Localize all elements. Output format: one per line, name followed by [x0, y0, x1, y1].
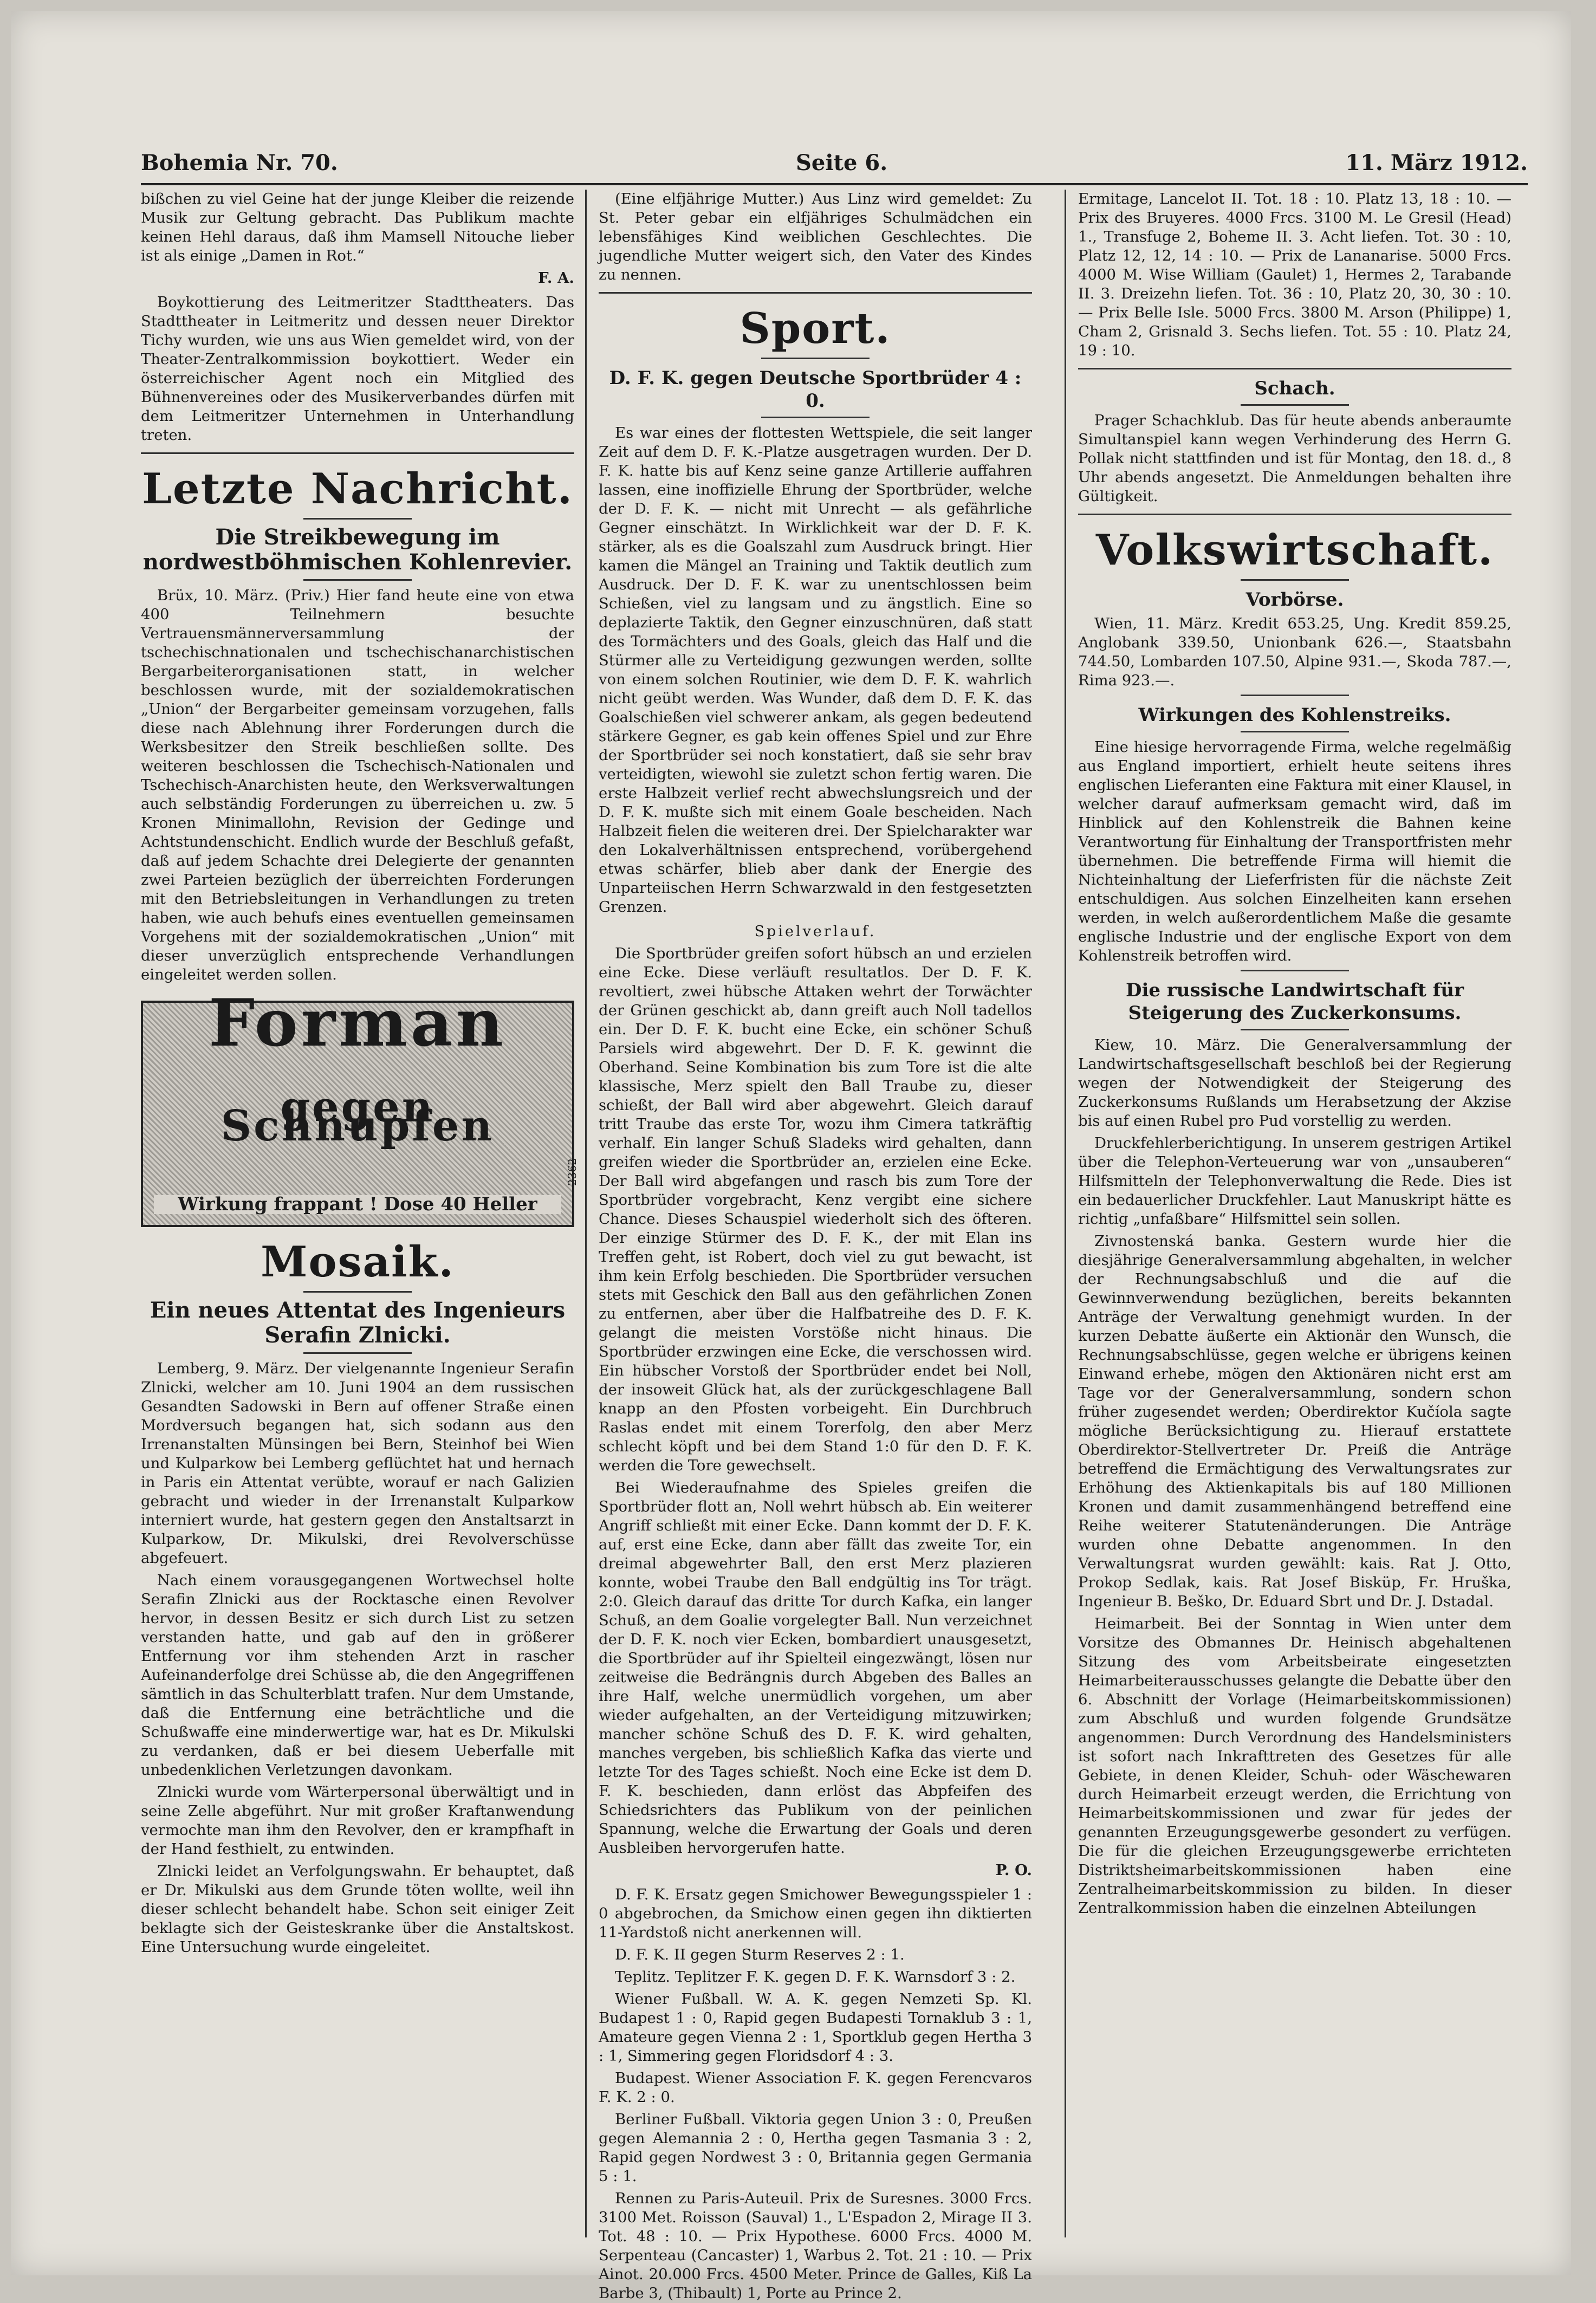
heimarbeit-article: Heimarbeit. Bei der Sonntag in Wien unter dem Vorsitze des Obmannes Dr. Heinisch abgehaltenen Sitzung des vom Arbeitsbeirate eingesetzten Heimarbeiterausschusses gelangte die Debatte über den 6. Abschnitt der Vorlage (Heimarbeitskommissionen) zum Abschluß und wurden folgende Grundsätze angenommen: Durch Verordnung des Handelsministers ist sofort nach Inkrafttreten des Gesetzes für alle Gebiete, in denen Kleider, Schuh- oder Wäschewaren durch Heimarbeit erzeugt werden, die Errichtung von Heimarbeitskommissionen und zwar für jedes der genannten Erzeugungsgewerbe gesondert zu verfügen. Die für die gleichen Erzeugungsgewerbe errichteten Distriktsheimarbeitskommissionen haben eine Zentralheimarbeitskommission zu bilden. In dieser Zentralkommission haben die einzelnen Abteilungen — [1078, 1615, 1511, 1917]
vorboerse-quotes: Wien, 11. März. Kredit 653.25, Ung. Kredit 859.25, Anglobank 339.50, Unionbank 626.—, Staatsbahn 744.50, Lombarden 107.50, Alpine 931.—, Skoda 787.—, Rima 923.—. — [1078, 615, 1511, 689]
title-rule — [1241, 1029, 1349, 1030]
title-rule — [303, 518, 412, 520]
boykott-article: Boykottierung des Leitmeritzer Stadttheaters. Das Stadttheater in Leitmeritz und dessen neuer Direktor Tichy wurden, wie uns aus Wien gemeldet wird, von der Theater-Zentralkommission boykottiert. Weder ein österreichischer Agent noch ein Mitglied des Bühnenvereines oder des Musikerverbandes dürfen mit dem Leitmeritzer Unternehmen in Unterhandlung treten. — [141, 294, 574, 444]
author-signature: P. O. — [995, 1861, 1032, 1879]
author-signature: F. A. — [538, 269, 574, 287]
section-rule — [1078, 368, 1511, 369]
zucker-article: Kiew, 10. März. Die Generalversammlung der Landwirtschaftsgesellschaft beschloß bei der Regierung wegen der Notwendigkeit der Steigerung des Zuckerkonsums Rußlands um Herabsetzung der Akzise bis auf einen Rubel pro Pud vorstellig zu werden. — [1078, 1036, 1511, 1130]
title-rule — [1241, 970, 1349, 971]
section-rule — [141, 452, 574, 454]
forman-advertisement — [141, 985, 579, 1227]
sport-result: Teplitz. Teplitzer F. K. gegen D. F. K. Warnsdorf 3 : 2. — [615, 1968, 1016, 1986]
sport-result: Wiener Fußball. W. A. K. gegen Nemzeti Sp. Kl. Budapest 1 : 0, Rapid gegen Budapesti Tornaklub 3 : 1, Amateure gegen Vienna 2 : 1, Sportklub gegen Hertha 3 : 1, Simmering gegen Floridsdorf 4 : 3. — [599, 1990, 1032, 2065]
ad-number: 2362 — [566, 1158, 579, 1186]
section-title-sport: Sport. — [739, 304, 891, 353]
section-rule — [1078, 514, 1511, 515]
title-rule — [761, 417, 870, 418]
ad-brand: Forman — [209, 985, 507, 1061]
section-title-letzte-nachricht: Letzte Nachricht. — [142, 464, 573, 514]
section-rule — [599, 292, 1032, 294]
sport-result: Berliner Fußball. Viktoria gegen Union 3 : 0, Preußen gegen Alemannia 2 : 0, Hertha gegen Tasmania 3 : 2, Rapid gegen Nordwest 3 : 0, Britannia gegen Germania 5 : 1. — [599, 2111, 1032, 2185]
attentat-paragraph: Zlnicki leidet an Verfolgungswahn. Er behauptet, daß er Dr. Mikulski aus dem Grunde töten wollte, weil ihn dieser schlecht behandelt habe. Schon seit einiger Zeit beklagte sich der Geisteskranke über die Anstaltskost. Eine Untersuchung wurde eingeleitet. — [141, 1863, 574, 1956]
issue-label: Bohemia Nr. 70. — [141, 150, 338, 176]
streik-headline: Die Streikbewegung im nordwestböhmischen Kohlenrevier. — [142, 524, 573, 575]
attentat-paragraph: Zlnicki wurde vom Wärterpersonal überwältigt und in seine Zelle abgeführt. Nur mit großer Kraftanwendung vermochte man ihm den Revolver, den er krampfhaft in der Hand festhielt, zu entwinden. — [141, 1783, 574, 1858]
column-divider — [585, 190, 587, 2237]
title-rule — [761, 358, 870, 359]
title-rule — [303, 1291, 412, 1293]
match-headline: D. F. K. gegen Deutsche Sportbrüder 4 : 0. — [609, 367, 1022, 412]
section-title-schach: Schach. — [1254, 378, 1335, 399]
vorboerse-heading: Vorbörse. — [1245, 589, 1344, 611]
header-rule — [141, 183, 1528, 185]
zucker-headline: Die russische Landwirtschaft für Steigerung des Zuckerkonsums. — [1126, 979, 1464, 1024]
section-title-mosaik: Mosaik. — [261, 1237, 455, 1287]
attentat-paragraph: Nach einem vorausgegangenen Wortwechsel holte Serafin Zlnicki aus der Rocktasche einen Revolver hervor, in dessen Besitz er sich durch List zu setzen verstanden hatte, und gab auf den in größerer Entfernung vor ihm stehenden Arzt in rascher Aufeinanderfolge drei Schüsse ab, die den Angegriffenen sämtlich in das Schulterblatt trafen. Nur dem Umstande, daß die Entfernung eine beträchtliche und die Schußwaffe eine minderwertige war, hat es Dr. Mikulski zu verdanken, daß er bei diesem Ueberfalle mit unbedenklichen Verletzungen davonkam. — [141, 1572, 574, 1779]
page-number: Seite 6. — [795, 150, 888, 176]
column-2 — [599, 190, 1032, 2302]
sport-result: Rennen zu Paris-Auteuil. Prix de Suresnes. 3000 Frcs. 3100 Met. Roisson (Sauval) 1., L'Espadon 2, Mirage II 3. Tot. 48 : 10. — Prix Hypothese. 6000 Frcs. 4000 M. Serpenteau (Cancaster) 1, Warbus 2. Tot. 21 : 10. — Prix Ainot. 20.000 Frcs. 4500 Meter. Prince de Galles, Kiß La Barbe 3, (Thibault) 1, Porte au Prince 2. — [599, 2190, 1032, 2302]
newspaper-page — [11, 11, 1571, 2302]
bank-article: Zivnostenská banka. Gestern wurde hier die diesjährige Generalversammlung abgehalten, in welcher der Rechnungsabschluß und die auf die Gewinnverwendung bezüglichen, bereits bekannten Anträge der Verwaltung genehmigt wurden. In der kurzen Debatte äußerte ein Aktionär den Wunsch, die Rechnungsabschlüsse, gegen welche er übrigens keinen Einwand erhebe, mögen den Aktionären nicht erst am Tage vor der Generalversammlung, sondern schon früher zugesendet werden; Oberdirektor Kučíola sagte mögliche Berücksichtigung zu. Hierauf erstattete Oberdirektor-Stellvertreter Dr. Preiß die Anträge betreffend die Ermächtigung des Verwaltungsrates zur Erhöhung des Aktienkapitals bis auf 180 Millionen Kronen und damit zusammenhängend betreffend eine Reihe weiterer Statutenänderungen. Die Anträge wurden ohne Debatte angenommen. In den Verwaltungsrat wurden gewählt: kais. Rat J. Otto, Prokop Sedlak, kais. Rat Josef Bisküp, Fr. Hruška, Ingenieur B. Beško, Dr. Eduard Sbrt und Dr. J. Dstadal. — [1078, 1232, 1511, 1610]
streik-article: Brüx, 10. März. (Priv.) Hier fand heute eine von etwa 400 Teilnehmern besuchte Vertrauensmännerversammlung der tschechischnationalen und tschechischanarchistischen Bergarbeiterorganisationen statt, in welcher beschlossen wurde, mit der sozialdemokratischen „Union“ der Bergarbeiter gemeinsam vorzugehen, falls diese nach Ablehnung ihrer Forderungen durch die Werksbesitzer den Streik beschließen sollte. Des weiteren beschlossen die Tschechisch-Nationalen und Tschechisch-Anarchisten heute, den Werksverwaltungen auch selbständig Forderungen zu überreichen u. zw. 5 Kronen Minimallohn, Revision der Gedinge und Achtstundenschicht. Endlich wurde der Beschluß gefaßt, daß auf jedem Schachte drei Delegierte der genannten zwei Parteien bezüglich der überreichten Forderungen mit den Betriebsleitungen in Verhandlungen zu treten haben, wie auch behufs eines eventuellen gemeinsamen Vorgehens mit der sozialdemokratischen „Union“ mit dieser unverzüglich entsprechende Verhandlungen eingeleitet werden sollen. — [141, 587, 574, 983]
title-rule — [1241, 695, 1349, 696]
druckfehler-article: Druckfehlerberichtigung. In unserem gestrigen Artikel über die Telephon-Verteuerung war von „unsauberen“ Hilfsmitteln der Telephonverwaltung die Rede. Dies ist ein bedauerlicher Druckfehler. Laut Manuskript hätte es richtig „unfaßbare“ Hilfsmittel sein sollen. — [1078, 1134, 1511, 1228]
kohlenstreik-article: Eine hiesige hervorragende Firma, welche regelmäßig aus England importiert, erhielt heute seitens ihres englischen Lieferanten eine Faktura mit einer Klausel, in welcher darauf aufmerksam gemacht wird, daß im Hinblick auf den Kohlenstreik die Bahnen keine Verantwortung für Einhaltung der Transportfristen mehr übernehmen. Die betreffende Firma will hiemit die Nichteinhaltung der Lieferfristen für die nächste Zeit entschuldigen. Aus solchen Einzelheiten kann ersehen werden, in welch außerordentlichem Maße die gesamte englische Industrie und der englische Export von dem Kohlenstreik betroffen wird. — [1078, 738, 1511, 964]
section-title-volkswirtschaft: Volkswirtschaft. — [1095, 526, 1494, 575]
column-3 — [1078, 190, 1511, 2281]
ad-slogan: gegen Schnupfen — [220, 1082, 495, 1151]
title-rule — [1241, 579, 1349, 581]
kohlenstreik-headline: Wirkungen des Kohlenstreiks. — [1138, 704, 1451, 726]
mutter-article: (Eine elfjährige Mutter.) Aus Linz wird gemeldet: Zu St. Peter gebar ein elfjähriges Schulmädchen ein lebensfähiges Kind weiblichen Geschlechtes. Die jugendliche Mutter weigert sich, den Vater des Kindes zu nennen. — [599, 190, 1032, 283]
theater-review-end: bißchen zu viel Geine hat der junge Kleiber die reizende Musik zur Geltung gebracht. Das Publikum machte keinen Hehl daraus, daß ihm Mamsell Nitouche lieber ist als einige „Damen in Rot.“ — [141, 190, 574, 264]
attentat-headline: Ein neues Attentat des Ingenieurs Serafin Zlnicki. — [150, 1298, 566, 1348]
title-rule — [303, 579, 412, 581]
match-report: Die Sportbrüder greifen sofort hübsch an und erzielen eine Ecke. Diese verläuft resultatlos. Der D. F. K. revoltiert, zwei hübsche Attaken wehrt der Torwächter der Grünen geschickt ab, dann greift auch Noll tadellos ein. Der D. F. K. bucht eine Ecke, ein schöner Schuß Parsiels wird abgewehrt. Der D. F. K. gewinnt die Oberhand. Seine Kombination bis zum Tore ist die alte klassische, Merz spielt den Ball Traube zu, dieser schießt, der Ball wird aber abgewehrt. Gleich darauf tritt Traube das erste Tor, wozu ihm Cimera tatkräftig verhalf. Ein langer Schuß Sladeks wird gehalten, dann greifen wieder die Sportbrüder an, erzielen eine Ecke. Der Ball wird abgefangen und rasch bis zum Tore der Sportbrüder vorgebracht, Kenz vergibt eine sichere Chance. Dieses Schauspiel wiederholt sich des öfteren. Der einzige Stürmer des D. F. K., der mit Elan ins Treffen geht, ist Robert, doch viel zu gut bewacht, ist ihm kein Erfolg beschieden. Die Sportbrüder versuchen stets mit Geschick den Ball aus den gefährlichen Zonen zu entfernen, aber über die Halfbatreihe des D. F. K. gelangt die meisten Vorstöße nicht hinaus. Die Sportbrüder erzwingen eine Ecke, die verschossen wird. Ein hübscher Vorstoß der Sportbrüder endet bei Noll, der insoweit Glück hat, als der zurückgeschlagene Ball knapp an den Pfosten vorbeigeht. Ein Durchbruch Raslas endet mit einem Torerfolg, den aber Merz schlecht köpft und bei dem Stand 1:0 für den D. F. K. werden die Tore gewechselt. — [599, 945, 1032, 1474]
issue-date: 11. März 1912. — [1345, 150, 1528, 176]
sport-result: D. F. K. II gegen Sturm Reserves 2 : 1. — [615, 1946, 905, 1963]
match-report: Bei Wiederaufnahme des Spieles greifen die Sportbrüder flott an, Noll wehrt hübsch ab. Ein weiterer Angriff schließt mit einer Ecke. Dann kommt der D. F. K. auf, erst eine Ecke, dann aber fällt das zweite Tor, ein dreimal abgewehrter Ball, den erst Merz plazieren konnte, wobei Traube den Ball endgültig ins Tor trägt. 2:0. Gleich darauf das dritte Tor durch Kafka, ein langer Schuß, an dem Goalie vorgelegter Ball. Nun verzeichnet der D. F. K. noch vier Ecken, bombardiert unausgesetzt, die Sportbrüder auf ihr Spielteil eingezwängt, lösen nur zeitweise die Bedrängnis durch Abgeben des Balles an ihre Half, welche unermüdlich vorgehen, um aber wieder aufgehalten, an der Verteidigung mitzuwirken; mancher schöne Schuß des D. F. K. wird gehalten, manches vergeben, bis schließlich Kafka das vierte und letzte Tor des Tages schießt. Noch eine Ecke ist dem D. F. K. beschieden, dann erlöst das Abpfeifen des Schiedsrichters das Publikum von der peinlichen Spannung, welche die Erwartung der Goals und deren Ausbleiben hervorgerufen hatte. — [599, 1479, 1032, 1857]
page-header — [141, 146, 1528, 179]
rennen-results: Ermitage, Lancelot II. Tot. 18 : 10. Platz 13, 18 : 10. — Prix des Bruyeres. 4000 Frcs. 3100 M. Le Gresil (Head) 1., Transfuge 2, Boheme II. 3. Acht liefen. Tot. 30 : 10, Platz 12, 12, 14 : 10. — Prix de Lananarise. 5000 Frcs. 4000 M. Wise William (Gaulet) 1, Hermes 2, Tarabande II. 3. Dreizehn liefen. Tot. 36 : 10, Platz 20, 30, 30 : 10. — Prix Belle Isle. 5000 Frcs. 3800 M. Arson (Philippe) 1, Cham 2, Grisnald 3. Sechs liefen. Tot. 55 : 10. Platz 24, 19 : 10. — [1078, 190, 1511, 359]
match-report: Es war eines der flottesten Wettspiele, die seit langer Zeit auf dem D. F. K.-Platze ausgetragen wurden. Der D. F. K. hatte bis auf Kenz seine ganze Artillerie auffahren lassen, eine inoffizielle Ehrung der Sportbrüder, welche der D. F. K. — nicht mit Unrecht — als gefährliche Gegner einschätzt. In Wirklichkeit war der D. F. K. stärker, als es die Goalszahl zum Ausdruck bringt. Hier kamen die Mängel an Training und Taktik deutlich zum Ausdruck. Der D. F. K. war zu unentschlossen beim Schießen, viel zu langsam und zu ängstlich. Eine so deplazierte Taktik, den Gegner einzuschnüren, daß statt des Tormächters und des Goals, gleich das Half und die Stürmer alle zu Verteidigung gezwungen werden, sollte von einem solchen Routinier, wie dem D. F. K. wahrlich nicht geübt werden. Was Wunder, daß dem D. F. K. das Goalschießen viel schwerer ankam, als gegen bedeutend stärkere Gegner, es gab kein offenes Spiel und zur Ehre der Sportbrüder sei noch konstatiert, daß sie sehr brav verteidigten, wiewohl sie zuletzt schon fertig waren. Die erste Halbzeit verlief recht abwechslungsreich und der D. F. K. mußte sich mit einem Goale bescheiden. Nach Halbzeit fielen die weiteren drei. Der Spielcharakter war den Lokalverhältnissen entsprechend, vorübergehend etwas schärfer, blieb aber dank der Energie des Unparteiischen Herrn Schwarzwald in den festgesetzten Grenzen. — [599, 424, 1032, 916]
title-rule — [303, 1352, 412, 1354]
spielverlauf-heading: Spielverlauf. — [754, 923, 877, 940]
column-1 — [141, 190, 579, 2281]
column-divider — [1065, 190, 1066, 2237]
title-rule — [1241, 731, 1349, 732]
title-rule — [1241, 404, 1349, 406]
schach-article: Prager Schachklub. Das für heute abends anberaumte Simultanspiel kann wegen Verhinderung des Herrn G. Pollak nicht stattfinden und ist für Montag, den 18. d., 8 Uhr abends angesetzt. Die Anmeldungen behalten ihre Gültigkeit. — [1078, 412, 1511, 505]
ad-tagline: Wirkung frappant ! Dose 40 Heller — [154, 1195, 561, 1214]
sport-result: D. F. K. Ersatz gegen Smichower Bewegungsspieler 1 : 0 abgebrochen, da Smichow einen gegen ihn diktierten 11-Yardstoß nicht anerkennen will. — [599, 1886, 1032, 1941]
sport-result: Budapest. Wiener Association F. K. gegen Ferencvaros F. K. 2 : 0. — [599, 2070, 1032, 2106]
attentat-paragraph: Lemberg, 9. März. Der vielgenannte Ingenieur Serafin Zlnicki, welcher am 10. Juni 1904 an dem russischen Gesandten Sadowski in Bern auf offener Straße einen Mordversuch begangen hat, sich sodann aus den Irrenanstalten Münsingen bei Bern, Steinhof bei Wien und Kulparkow bei Lemberg geflüchtet hat und hernach in Paris ein Attentat verübte, worauf er nach Galizien gebracht und wieder in der Irrenanstalt Kulparkow interniert wurde, hat gestern gegen den Anstaltsarzt in Kulparkow, Dr. Mikulski, drei Revolverschüsse abgefeuert. — [141, 1360, 574, 1567]
